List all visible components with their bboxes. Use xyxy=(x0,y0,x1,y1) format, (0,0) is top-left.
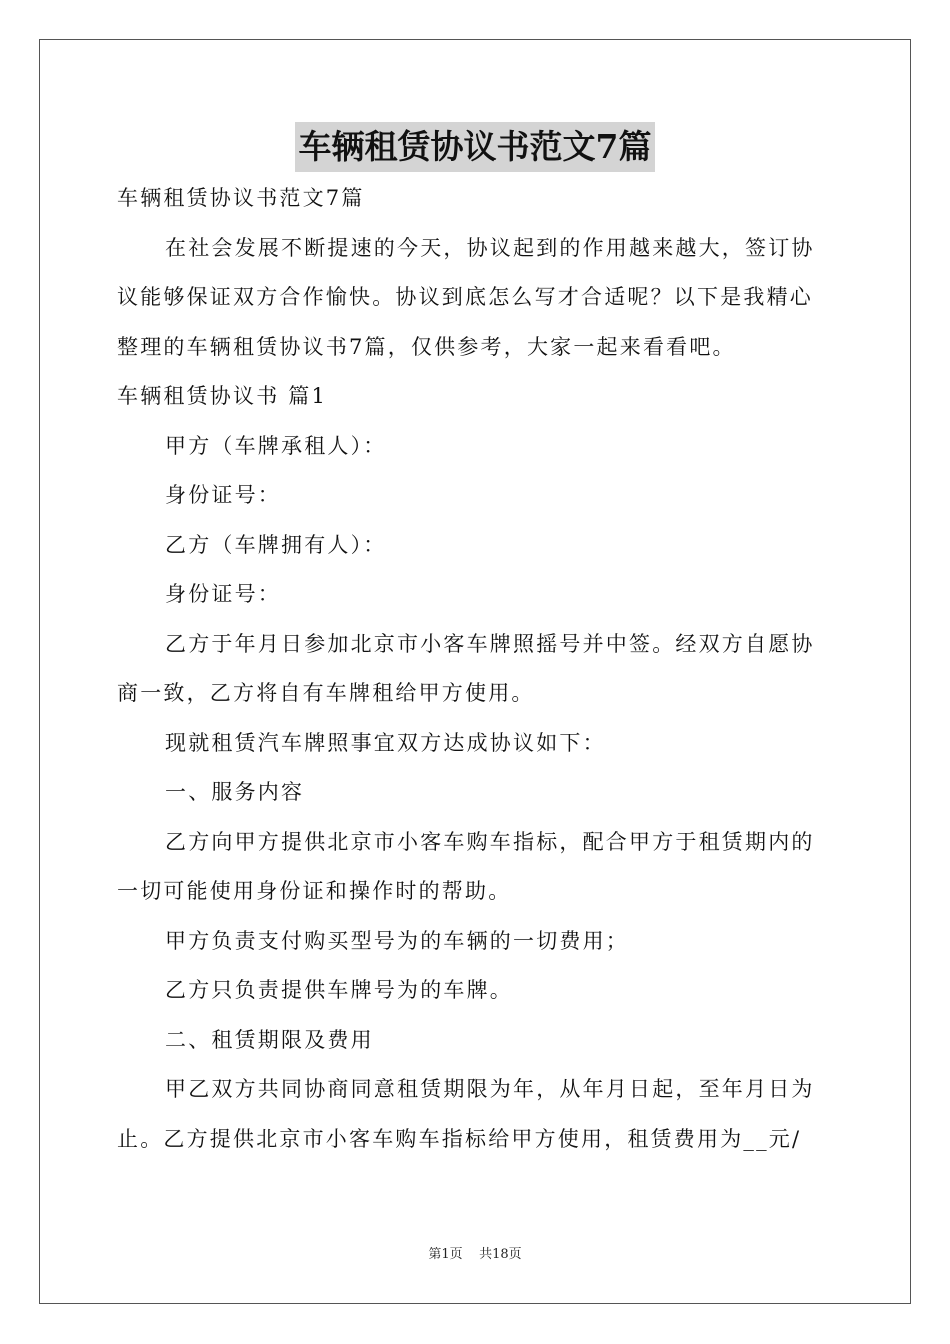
paragraph: 甲方（车牌承租人）： xyxy=(165,433,387,458)
clause-heading: 二、租赁期限及费用 xyxy=(165,1027,374,1052)
page-footer xyxy=(0,1246,950,1264)
document-body xyxy=(117,174,835,1164)
paragraph: 乙方于年月日参加北京市小客车牌照摇号并中签。经双方自愿协商一致，乙方将自有车牌租给甲方使用。 xyxy=(117,631,815,705)
paragraph: 甲方负责支付购买型号为的车辆的一切费用； xyxy=(165,928,629,953)
paragraph: 身份证号： xyxy=(165,582,281,606)
page-total: 共18页 xyxy=(479,1247,522,1262)
paragraph: 身份证号： xyxy=(165,483,281,507)
page-number: 第1页 xyxy=(428,1247,463,1262)
paragraph: 车辆租赁协议书范文7篇 xyxy=(117,186,365,210)
paragraph: 乙方（车牌拥有人）： xyxy=(165,532,387,557)
clause-heading: 一、服务内容 xyxy=(165,780,305,804)
paragraph: 在社会发展不断提速的今天，协议起到的作用越来越大，签订协议能够保证双方合作愉快。协议到底怎么写才合适呢？以下是我精心整理的车辆租赁协议书7篇，仅供参考，大家一起来看看吧。 xyxy=(117,235,815,359)
paragraph: 甲乙双方共同协商同意租赁期限为年，从年月日起，至年月日为止。乙方提供北京市小客车购车指标给甲方使用，租赁费用为__元/ xyxy=(117,1077,815,1151)
title-container xyxy=(0,122,950,172)
paragraph: 现就租赁汽车牌照事宜双方达成协议如下： xyxy=(165,730,606,755)
document-title: 车辆租赁协议书范文7篇 xyxy=(295,122,656,172)
paragraph: 乙方向甲方提供北京市小客车购车指标，配合甲方于租赁期内的一切可能使用身份证和操作时的帮助。 xyxy=(117,829,815,903)
paragraph: 乙方只负责提供车牌号为的车牌。 xyxy=(165,978,513,1002)
section-heading: 车辆租赁协议书 篇1 xyxy=(117,384,328,408)
